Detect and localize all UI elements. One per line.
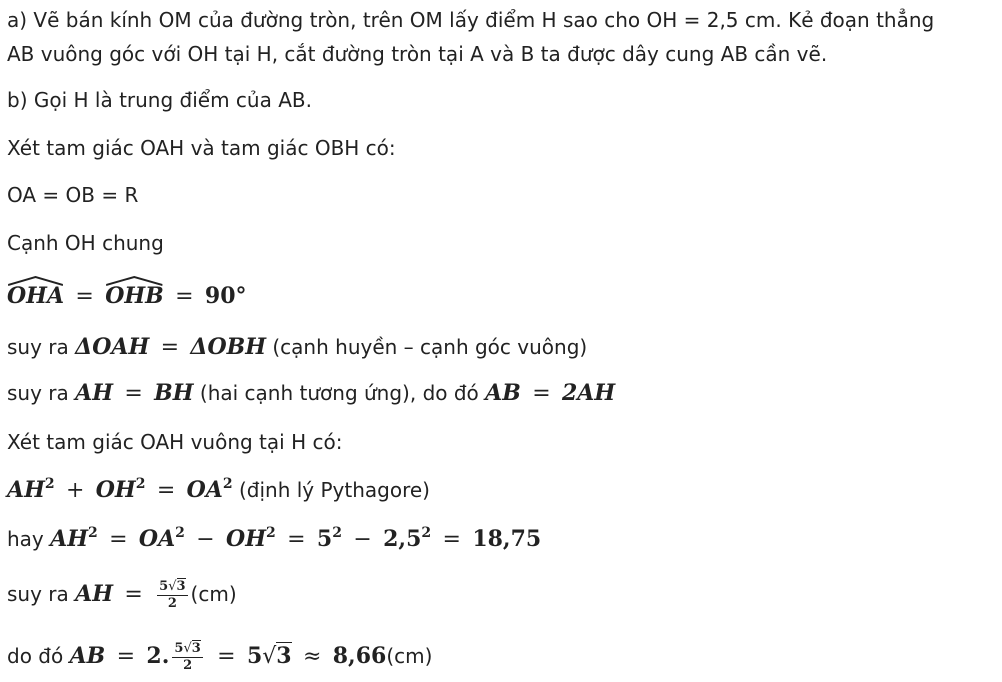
text-line-right-triangle: Xét tam giác OAH vuông tại H có:	[7, 430, 343, 454]
fraction-5sqrt3-over-2-b: $\frac{5√3}{2}$	[174, 641, 201, 673]
equation-pythagore: $AH^2 + OH^2 = OA^2$ (định lý Pythagore)	[7, 476, 430, 503]
angle-value: 90°	[204, 283, 247, 309]
angle-oha: OHA	[7, 282, 64, 310]
equation-ah-value: suy ra AH = $\frac{5√3}{2}$ (cm)	[7, 579, 237, 611]
equation-angles: OHA = OHB = 90°	[7, 282, 247, 311]
text-line-a1: a) Vẽ bán kính OM của đường tròn, trên OM lấy điểm H sao cho OH = 2,5 cm. Kẻ đoạn thẳng	[7, 8, 935, 32]
text-line-b: b) Gọi H là trung điểm của AB.	[7, 88, 312, 112]
equation-congruent: suy ra ΔOAH = ΔOBH (cạnh huyền – cạnh góc vuông)	[7, 334, 588, 360]
text-line-a2: AB vuông góc với OH tại H, cắt đường tròn tại A và B ta được dây cung AB cần vẽ.	[7, 42, 828, 66]
text-line-consider: Xét tam giác OAH và tam giác OBH có:	[7, 136, 396, 160]
text-line-oa-ob: OA = OB = R	[7, 183, 139, 207]
fraction-5sqrt3-over-2: $\frac{5√3}{2}$	[159, 579, 186, 611]
equation-ah-bh: suy ra AH = BH (hai cạnh tương ứng), do đó AB = 2AH	[7, 380, 616, 406]
text-line-common-side: Cạnh OH chung	[7, 231, 164, 255]
equation-ab-value: do đó AB = 2. $\frac{5√3}{2}$ = 5√3 ≈ 8,66(cm)	[7, 641, 433, 673]
angle-ohb: OHB	[105, 282, 164, 310]
equation-ah-squared: hay $AH^2 = OA^2 - OH^2 = 5^2 - 2,5^2 = 18,75$	[7, 525, 542, 552]
